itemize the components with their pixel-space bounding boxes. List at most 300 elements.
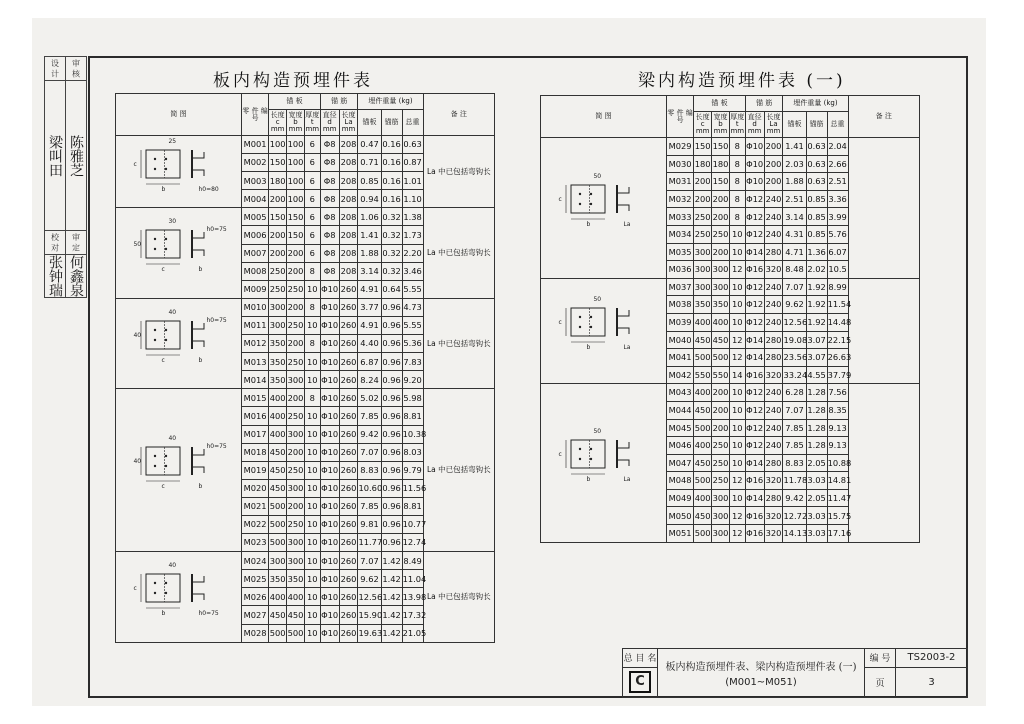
data-cell: 9.62 [783,296,806,314]
data-cell: 300 [712,278,730,296]
data-cell: Φ10 [320,624,339,642]
data-cell: 26.63 [827,349,848,367]
data-cell: 320 [764,472,783,490]
data-cell: 8.83 [358,461,381,479]
data-cell: 8.99 [827,278,848,296]
data-cell: 3.77 [358,298,381,316]
data-cell: 10 [729,454,745,472]
data-cell: 1.38 [402,208,423,226]
part-number-cell: M037 [666,278,693,296]
data-cell: Φ12 [745,296,764,314]
data-cell: 0.96 [381,407,402,425]
sketch-dimension: b [586,344,591,352]
data-cell: 7.85 [783,437,806,455]
data-cell: 10 [304,280,320,298]
data-cell: 450 [269,606,287,624]
part-number-cell: M035 [666,243,693,261]
data-cell: 0.85 [806,208,827,226]
data-cell: 3.99 [827,208,848,226]
data-cell: 320 [764,525,783,543]
data-cell: 150 [269,208,287,226]
data-cell: 10 [729,296,745,314]
part-number-cell: M048 [666,472,693,490]
data-cell: 12.72 [783,507,806,525]
data-cell: 2.51 [783,190,806,208]
data-cell: 260 [339,534,358,552]
data-cell: 10 [304,407,320,425]
data-cell: 7.85 [358,497,381,515]
data-cell: 3.14 [783,208,806,226]
data-cell: 10 [304,552,320,570]
data-cell: 400 [694,437,712,455]
data-cell: 7.56 [827,384,848,402]
part-number-cell: M025 [241,570,268,588]
data-cell: 250 [287,407,305,425]
sign-label-check: 校 对 [45,231,66,255]
data-cell: 260 [339,407,358,425]
data-cell: Φ12 [745,208,764,226]
data-cell: 150 [712,173,730,191]
data-cell: Φ8 [320,136,339,154]
data-cell: 7.83 [402,353,423,371]
data-cell: 11.77 [358,534,381,552]
header-weight: 埋件重量 (kg) [358,94,423,110]
data-cell: Φ14 [745,349,764,367]
data-cell: 7.07 [358,443,381,461]
data-cell: 450 [269,461,287,479]
data-cell: 1.42 [381,624,402,642]
data-cell: Φ10 [745,155,764,173]
table-row [116,389,495,407]
data-cell: 11.78 [783,472,806,490]
data-cell: 5.98 [402,389,423,407]
data-cell: 6 [304,190,320,208]
part-number-cell: M028 [241,624,268,642]
data-cell: 550 [712,366,730,384]
data-cell: 3.03 [806,507,827,525]
data-cell: 150 [287,208,305,226]
data-cell: 33.24 [783,366,806,384]
data-cell: 100 [287,136,305,154]
sketch-dimension: 25 [168,138,177,146]
data-cell: 6 [304,226,320,244]
data-cell: 0.96 [381,479,402,497]
sketch-dimension: La [623,475,631,483]
data-cell: 280 [764,331,783,349]
data-cell: 0.64 [381,280,402,298]
data-cell: 500 [269,534,287,552]
data-cell: 8.35 [827,401,848,419]
data-cell: 0.96 [381,389,402,407]
embedded-part-sketch [553,296,653,366]
data-cell: 500 [269,497,287,515]
data-cell: 0.63 [806,155,827,173]
data-cell: 300 [287,371,305,389]
data-cell: Φ12 [745,225,764,243]
data-cell: 12 [729,507,745,525]
data-cell: Φ14 [745,243,764,261]
sketch-dimension: 40 [133,331,142,339]
data-cell: 0.85 [806,190,827,208]
data-cell: 15.75 [827,507,848,525]
data-cell: 3.07 [806,349,827,367]
page-label: 页 [865,667,896,697]
part-number-cell: M019 [241,461,268,479]
data-cell: Φ8 [320,262,339,280]
data-cell: Φ16 [745,507,764,525]
data-cell: 500 [269,515,287,533]
data-cell: 10 [729,243,745,261]
data-cell: 250 [287,461,305,479]
data-cell: 11.04 [402,570,423,588]
part-number-cell: M049 [666,489,693,507]
data-cell: 2.03 [783,155,806,173]
data-cell: 180 [269,172,287,190]
data-cell: 9.81 [358,515,381,533]
page-number: 3 [896,667,968,697]
part-number-cell: M018 [241,443,268,461]
data-cell: 23.56 [783,349,806,367]
data-cell: 1.06 [358,208,381,226]
sketch-dimension: 40 [168,561,177,569]
data-cell: 260 [339,479,358,497]
data-cell: 10 [304,479,320,497]
data-cell: 208 [339,244,358,262]
data-cell: 17.32 [402,606,423,624]
data-cell: 0.96 [381,443,402,461]
sketch-dimension: b [198,483,203,491]
sketch-dimension: 50 [593,172,602,180]
beam-embedded-parts-table [540,95,920,543]
data-cell: Φ10 [320,570,339,588]
data-cell: 4.71 [783,243,806,261]
data-cell: 1.88 [358,244,381,262]
title-block [622,648,968,698]
data-cell: 300 [287,534,305,552]
data-cell: 260 [339,425,358,443]
embedded-part-sketch [128,138,228,204]
sketch-dimension: 40 [133,458,142,466]
data-cell: 180 [712,155,730,173]
data-cell: 400 [269,425,287,443]
header-bar-len: 长度 La mm [764,112,783,138]
data-cell: 5.55 [402,280,423,298]
data-cell: 0.96 [381,497,402,515]
data-cell: 300 [269,316,287,334]
data-cell: 200 [764,155,783,173]
data-cell: 250 [712,472,730,490]
data-cell: 1.01 [402,172,423,190]
data-cell: 4.91 [358,280,381,298]
part-number-cell: M033 [666,208,693,226]
data-cell: 100 [287,172,305,190]
data-cell: 14.48 [827,313,848,331]
data-cell: 12 [729,472,745,490]
part-number-cell: M003 [241,172,268,190]
data-cell: Φ10 [320,371,339,389]
data-cell: Φ10 [745,173,764,191]
part-number-cell: M015 [241,389,268,407]
data-cell: 400 [694,384,712,402]
data-cell: 280 [764,454,783,472]
data-cell: 100 [269,136,287,154]
table-row [116,208,495,226]
part-number-cell: M017 [241,425,268,443]
data-cell: 280 [764,243,783,261]
data-cell: 200 [712,384,730,402]
data-cell: 10.38 [402,425,423,443]
data-cell: Φ10 [320,534,339,552]
data-cell: 17.16 [827,525,848,543]
data-cell: 8.81 [402,497,423,515]
data-cell: 22.15 [827,331,848,349]
part-number-cell: M040 [666,331,693,349]
signature-review: 陈雅芝 [66,81,87,231]
data-cell: 200 [694,173,712,191]
sketch-cell [541,278,667,384]
data-cell: 5.36 [402,335,423,353]
header-weight: 埋件重量 (kg) [783,96,848,112]
data-cell: 7.07 [783,278,806,296]
data-cell: 0.96 [381,425,402,443]
left-table-title: 板内构造预埋件表 [213,71,373,91]
data-cell: 200 [287,497,305,515]
data-cell: 3.36 [827,190,848,208]
data-cell: 400 [269,389,287,407]
sketch-cell [116,298,242,388]
part-number-cell: M020 [241,479,268,497]
data-cell: 11.56 [402,479,423,497]
data-cell: 10.88 [827,454,848,472]
part-number-cell: M006 [241,226,268,244]
data-cell: 4.73 [402,298,423,316]
part-number-cell: M009 [241,280,268,298]
data-cell: 260 [339,461,358,479]
part-number-cell: M008 [241,262,268,280]
signature-design: 梁叫田 [45,81,66,231]
data-cell: 200 [712,208,730,226]
sketch-dimension: c [133,161,137,169]
data-cell: Φ10 [320,316,339,334]
sketch-dimension: b [198,356,203,364]
header-bar-len: 长度 La mm [339,110,358,136]
note-cell [848,278,919,384]
header-plate-thk: 厚度 t mm [729,112,745,138]
data-cell: 12.56 [358,588,381,606]
data-cell: 350 [269,335,287,353]
sketch-cell [116,552,242,642]
data-cell: 300 [712,489,730,507]
data-cell: 1.92 [806,296,827,314]
sketch-dimension: h0=75 [206,443,227,451]
data-cell: 400 [694,313,712,331]
data-cell: 208 [339,226,358,244]
data-cell: 0.85 [358,172,381,190]
part-number-cell: M024 [241,552,268,570]
data-cell: 14.81 [827,472,848,490]
data-cell: Φ16 [745,366,764,384]
header-plate-wid: 宽度 b mm [712,112,730,138]
data-cell: 500 [694,472,712,490]
data-cell: 14 [729,366,745,384]
data-cell: 250 [269,262,287,280]
data-cell: 300 [269,552,287,570]
data-cell: 12 [729,261,745,279]
data-cell: 5.02 [358,389,381,407]
data-cell: 250 [712,437,730,455]
data-cell: 300 [712,261,730,279]
note-cell: La 中已包括弯钩长 [423,552,494,642]
sketch-dimension: 50 [593,296,602,304]
header-plate-thk: 厚度 t mm [304,110,320,136]
data-cell: 260 [339,353,358,371]
data-cell: 7.85 [358,407,381,425]
data-cell: 13.98 [402,588,423,606]
data-cell: 12.74 [402,534,423,552]
sketch-cell [116,389,242,552]
data-cell: Φ10 [320,588,339,606]
data-cell: Φ16 [745,472,764,490]
data-cell: 240 [764,208,783,226]
data-cell: 200 [287,389,305,407]
data-cell: Φ10 [320,407,339,425]
sketch-dimension: b [198,266,203,274]
data-cell: 7.07 [358,552,381,570]
header-note: 备 注 [423,94,494,136]
data-cell: 19.63 [358,624,381,642]
data-cell: 11.47 [827,489,848,507]
sketch-cell [116,136,242,208]
part-number-cell: M047 [666,454,693,472]
data-cell: 200 [712,243,730,261]
note-cell: La 中已包括弯钩长 [423,208,494,298]
data-cell: 7.07 [783,401,806,419]
data-cell: 3.03 [806,472,827,490]
data-cell: 0.96 [381,461,402,479]
data-cell: 208 [339,136,358,154]
sketch-dimension: c [161,266,165,274]
header-part-no: 零 件 编 号 [666,96,693,138]
data-cell: 0.16 [381,154,402,172]
data-cell: 208 [339,154,358,172]
data-cell: 240 [764,313,783,331]
data-cell: 280 [764,349,783,367]
data-cell: 8 [304,335,320,353]
data-cell: Φ12 [745,190,764,208]
part-number-cell: M034 [666,225,693,243]
signature-check: 张钟瑞 [45,255,66,298]
data-cell: 260 [339,371,358,389]
part-number-cell: M016 [241,407,268,425]
data-cell: 450 [694,331,712,349]
data-cell: 260 [339,570,358,588]
data-cell: 1.88 [783,173,806,191]
data-cell: 2.05 [806,454,827,472]
data-cell: 0.96 [381,515,402,533]
data-cell: Φ8 [320,226,339,244]
data-cell: 350 [712,296,730,314]
data-cell: 2.04 [827,138,848,156]
data-cell: 208 [339,262,358,280]
part-number-cell: M023 [241,534,268,552]
header-plate-len: 长度 c mm [694,112,712,138]
data-cell: 14.13 [783,525,806,543]
data-cell: 10 [304,606,320,624]
data-cell: Φ10 [320,461,339,479]
data-cell: 250 [269,280,287,298]
data-cell: 300 [269,298,287,316]
data-cell: 200 [269,244,287,262]
data-cell: 8 [729,138,745,156]
table-row [116,552,495,570]
data-cell: 500 [694,349,712,367]
data-cell: 200 [712,401,730,419]
data-cell: 450 [694,507,712,525]
data-cell: 0.71 [358,154,381,172]
data-cell: 240 [764,278,783,296]
data-cell: 12.56 [783,313,806,331]
data-cell: 19.08 [783,331,806,349]
sketch-cell [541,138,667,279]
data-cell: 0.96 [381,534,402,552]
part-number-cell: M026 [241,588,268,606]
data-cell: 1.42 [381,552,402,570]
data-cell: 450 [694,454,712,472]
drawing-range: (M001~M051) [725,677,797,688]
data-cell: 5.76 [827,225,848,243]
note-cell [848,384,919,542]
data-cell: 10 [729,225,745,243]
data-cell: 320 [764,261,783,279]
data-cell: 9.13 [827,437,848,455]
sketch-dimension: h0=80 [198,186,219,194]
data-cell: 8.81 [402,407,423,425]
data-cell: 500 [694,525,712,543]
part-number-cell: M044 [666,401,693,419]
header-bar-dia: 直径 d mm [320,110,339,136]
data-cell: Φ16 [745,261,764,279]
data-cell: 0.32 [381,208,402,226]
data-cell: 1.28 [806,419,827,437]
data-cell: Φ10 [320,353,339,371]
data-cell: 250 [287,353,305,371]
data-cell: 260 [339,515,358,533]
data-cell: 2.02 [806,261,827,279]
sketch-dimension: 30 [168,218,177,226]
data-cell: 250 [287,316,305,334]
embedded-part-sketch [553,173,653,243]
embedded-part-sketch [553,428,653,498]
data-cell: 350 [269,570,287,588]
data-cell: 500 [712,349,730,367]
data-cell: 260 [339,624,358,642]
part-number-cell: M014 [241,371,268,389]
sketch-dimension: c [133,584,137,592]
sketch-dimension: b [161,186,166,194]
part-number-cell: M002 [241,154,268,172]
data-cell: 200 [694,190,712,208]
data-cell: 6 [304,172,320,190]
data-cell: 3.46 [402,262,423,280]
data-cell: Φ16 [745,525,764,543]
data-cell: 10 [729,384,745,402]
data-cell: Φ8 [320,154,339,172]
data-cell: 0.16 [381,190,402,208]
data-cell: 260 [339,606,358,624]
data-cell: 450 [712,331,730,349]
drawing-name: 板内构造预埋件表、梁内构造预埋件表 (一) [665,662,857,673]
data-cell: 300 [694,278,712,296]
